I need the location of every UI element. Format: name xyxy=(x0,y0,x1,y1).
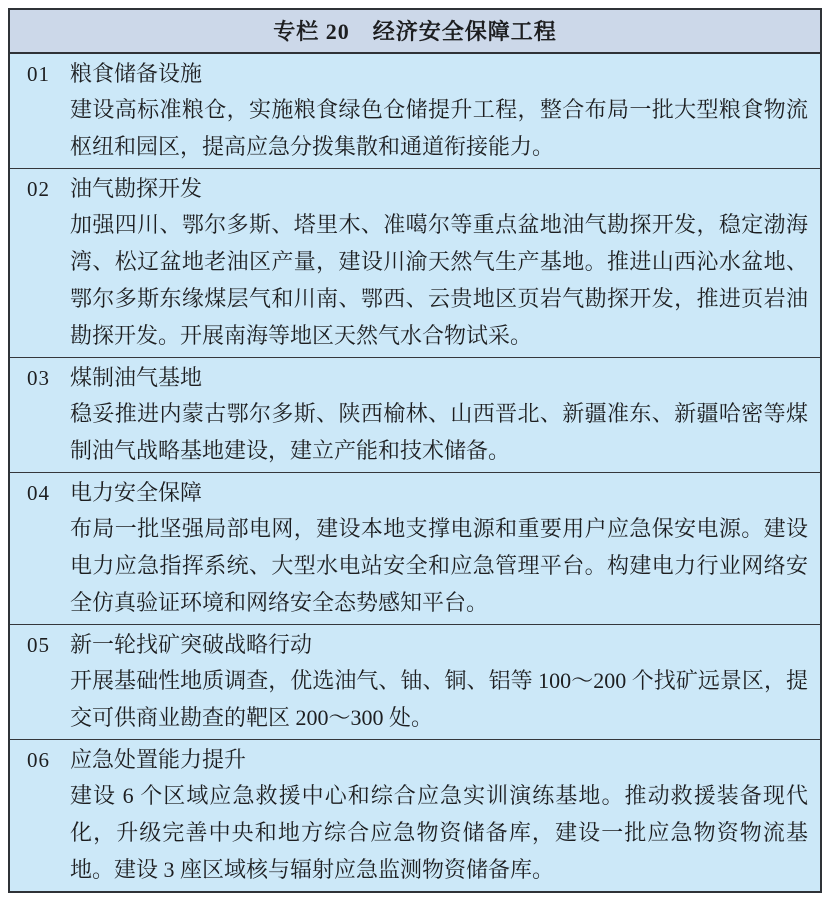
section-body: 开展基础性地质调查，优选油气、铀、铜、铝等 100～200 个找矿远景区，提交可供商业勘查的靶区 200～300 处。 xyxy=(70,668,808,730)
section-heading xyxy=(10,363,820,393)
section-row-04 xyxy=(10,472,820,624)
section-heading xyxy=(10,745,820,775)
section-heading xyxy=(10,478,820,508)
section-body: 布局一批坚强局部电网，建设本地支撑电源和重要用户应急保安电源。建设电力应急指挥系统、大型水电站安全和应急管理平台。构建电力行业网络安全仿真验证环境和网络安全态势感知平台。 xyxy=(70,516,808,615)
section-row-02 xyxy=(10,168,820,357)
section-row-05 xyxy=(10,624,820,739)
section-number: 05 xyxy=(27,633,50,657)
section-body: 稳妥推进内蒙古鄂尔多斯、陕西榆林、山西晋北、新疆准东、新疆哈密等煤制油气战略基地建设，建立产能和技术储备。 xyxy=(70,401,808,463)
section-body: 加强四川、鄂尔多斯、塔里木、准噶尔等重点盆地油气勘探开发，稳定渤海湾、松辽盆地老油区产量，建设川渝天然气生产基地。推进山西沁水盆地、鄂尔多斯东缘煤层气和川南、鄂西、云贵地区页岩气勘探开发，推进页岩油勘探开发。开展南海等地区天然气水合物试采。 xyxy=(70,212,808,348)
section-title: 电力安全保障 xyxy=(70,480,203,505)
section-title: 粮食储备设施 xyxy=(70,61,203,86)
section-row-06 xyxy=(10,739,820,891)
section-body: 建设 6 个区域应急救援中心和综合应急实训演练基地。推动救援装备现代化，升级完善中央和地方综合应急物资储备库，建设一批应急物资物流基地。建设 3 座区域核与辐射应急监测物资储备库。 xyxy=(70,783,808,882)
section-number: 01 xyxy=(27,62,50,86)
section-title: 新一轮找矿突破战略行动 xyxy=(70,632,313,657)
panel-title: 专栏 20 经济安全保障工程 xyxy=(10,10,820,54)
section-number: 02 xyxy=(27,177,50,201)
section-number: 06 xyxy=(27,748,50,772)
section-row-03 xyxy=(10,357,820,472)
section-title: 应急处置能力提升 xyxy=(70,747,247,772)
section-number: 04 xyxy=(27,481,50,505)
section-title: 油气勘探开发 xyxy=(70,176,203,201)
section-body: 建设高标准粮仓，实施粮食绿色仓储提升工程，整合布局一批大型粮食物流枢纽和园区，提高应急分拨集散和通道衔接能力。 xyxy=(70,97,808,159)
section-title: 煤制油气基地 xyxy=(70,365,203,390)
section-number: 03 xyxy=(27,366,50,390)
section-row-01 xyxy=(10,54,820,168)
section-heading xyxy=(10,59,820,89)
section-heading xyxy=(10,630,820,660)
column-box-20 xyxy=(8,8,822,893)
section-heading xyxy=(10,174,820,204)
